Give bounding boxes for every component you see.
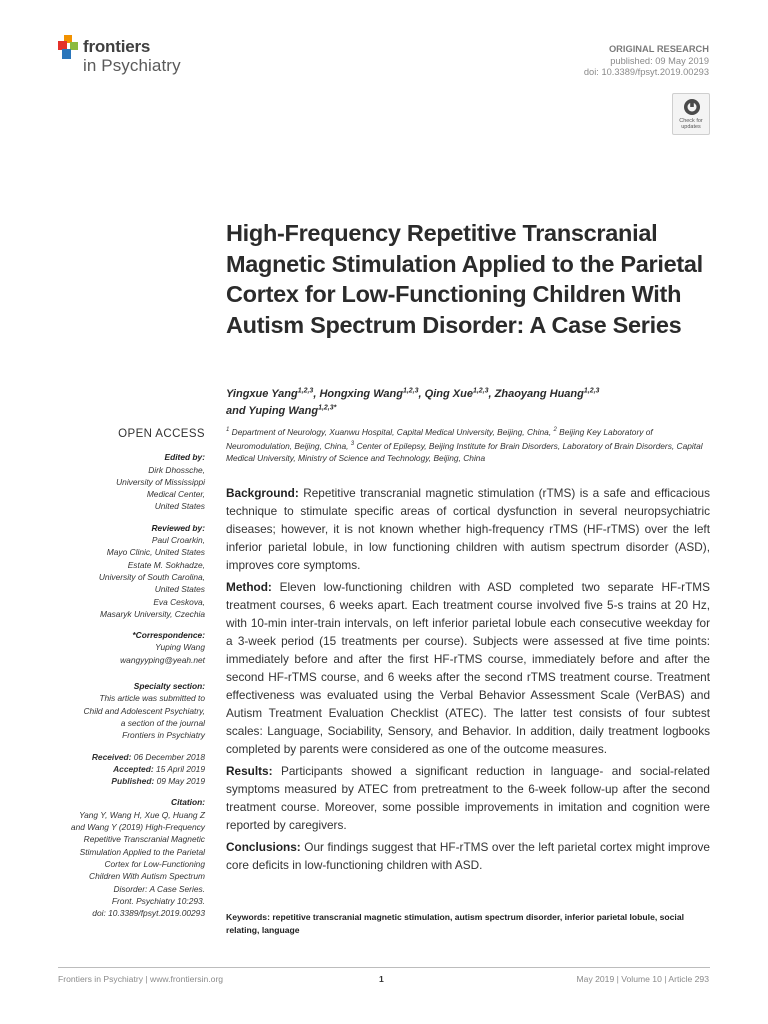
reviewer-line: United States [154, 584, 205, 595]
published-label: Published: [111, 776, 155, 787]
results-text: Participants showed a significant reduction in language- and social-related symptoms measured by ATEC from pretreatment to the 6-week follow-up after the second treatment course. Moreover, some possible improvements in imitation and cognition were reported by caregivers. [226, 764, 710, 832]
published-date: published: 09 May 2019 [610, 55, 709, 66]
author-name: Yingxue Yang [226, 387, 298, 400]
footer-issue-info: May 2019 | Volume 10 | Article 293 [576, 974, 709, 984]
method-label: Method: [226, 580, 272, 594]
citation-label: Citation: [171, 797, 205, 808]
reviewed-by-label: Reviewed by: [151, 522, 205, 533]
reviewer-line: Estate M. Sokhadze, [127, 559, 205, 570]
author-separator: , [488, 387, 495, 400]
author-name: Hongxing Wang [319, 387, 403, 400]
reviewed-by-section [58, 522, 205, 620]
citation-line: Children With Autism Spectrum [89, 871, 205, 882]
conclusions-text: Our findings suggest that HF-rTMS over the left parietal cortex might improve core deficits in low-functioning children with ASD. [226, 840, 710, 872]
frontiers-logo-icon [58, 35, 82, 63]
check-updates-label-2: updates [681, 124, 701, 130]
affiliation-text: Center of Epilepsy, Beijing Institute for Brain Disorders, Laboratory of Brain Disorders, Capital Medical University, Ministry of Science and Technology, Beijing, China [226, 440, 703, 463]
reviewer-line: Mayo Clinic, United States [106, 547, 205, 558]
affiliation-marker: 1 [226, 427, 230, 433]
background-text: Repetitive transcranial magnetic stimulation (rTMS) is a safe and efficacious technique to stimulate specific areas of cortical dysfunction in several neuropsychiatric diseases; however, it is not known whether high-frequency rTMS (HF-rTMS) over the left inferior parietal lobule, in low functioning children with autism spectrum disorder (ASD), improves core symptoms. [226, 486, 710, 572]
article-info-sidebar [58, 428, 205, 928]
author-separator: , [418, 387, 425, 400]
keywords: Keywords: repetitive transcranial magnetic stimulation, autism spectrum disorder, inferior parietal lobule, social relating, language [226, 912, 684, 935]
author-affiliation: 1,2,3 [402, 387, 419, 394]
check-updates-label-1: Check for [679, 118, 703, 124]
editor-line: University of Mississippi [116, 476, 205, 487]
author-list [226, 384, 696, 418]
specialty-line: This article was submitted to [99, 693, 205, 704]
affiliation-marker: 3 [350, 440, 355, 447]
footer-journal-link[interactable]: Frontiers in Psychiatry | www.frontiersin.org [58, 974, 224, 984]
citation-line: Repetitive Transcranial Magnetic [83, 834, 205, 845]
author[interactable] [226, 405, 336, 417]
editor-line: United States [154, 501, 205, 512]
check-for-updates-icon [683, 98, 701, 116]
open-access-label: OPEN ACCESS [118, 428, 205, 440]
journal-logo[interactable] [58, 34, 198, 82]
check-for-updates-button[interactable] [672, 93, 710, 135]
citation-section [58, 796, 205, 919]
reviewer-line: Paul Croarkin, [151, 535, 205, 546]
citation-line: Yang Y, Wang H, Xue Q, Huang Z [79, 809, 205, 820]
correspondence-name: Yuping Wang [155, 642, 205, 653]
specialty-line: Child and Adolescent Psychiatry, [83, 705, 205, 716]
author-name: Zhaoyang Huang [494, 387, 584, 400]
citation-line: Front. Psychiatry 10:293. [111, 895, 205, 906]
correspondence-label: *Correspondence: [132, 630, 205, 641]
abstract-method [226, 578, 710, 758]
article-meta [584, 44, 709, 79]
published-date-sidebar: 09 May 2019 [156, 776, 205, 787]
specialty-line: a section of the journal [120, 717, 205, 728]
article-title: High-Frequency Repetitive Transcranial Magnetic Stimulation Applied to the Parietal Cortex for Low-Functioning Children With Autism Spectrum Disorder: A Case Series [226, 220, 703, 338]
citation-line: Stimulation Applied to the Parietal [79, 846, 205, 857]
received-date: 06 December 2018 [133, 751, 205, 762]
reviewer-line: Masaryk University, Czechia [99, 608, 205, 619]
journal-brand: frontiers [83, 37, 151, 56]
edited-by-label: Edited by: [164, 452, 205, 463]
correspondence-email[interactable]: wangyyping@yeah.net [120, 654, 205, 665]
author-name: and Yuping Wang [226, 404, 319, 417]
specialty-label: Specialty section: [133, 681, 205, 692]
correspondence-section [58, 629, 205, 666]
citation-line: Cortex for Low-Functioning [104, 858, 205, 869]
conclusions-label: Conclusions: [226, 840, 301, 854]
results-label: Results: [226, 764, 273, 778]
journal-name: in Psychiatry [83, 56, 181, 75]
page-number: 1 [379, 974, 384, 984]
author-affiliation: 1,2,3 [472, 387, 489, 394]
abstract-conclusions [226, 838, 710, 874]
abstract [226, 484, 710, 878]
citation-line: and Wang Y (2019) High-Frequency [70, 822, 205, 833]
citation-line: Disorder: A Case Series. [113, 883, 205, 894]
accepted-label: Accepted: [113, 763, 154, 774]
accepted-date: 15 April 2019 [155, 763, 205, 774]
editor-line: Medical Center, [146, 489, 205, 500]
received-label: Received: [91, 751, 132, 762]
background-label: Background: [226, 486, 299, 500]
reviewer-line: Eva Ceskova, [153, 596, 205, 607]
author[interactable] [319, 388, 424, 400]
edited-by-section [58, 451, 205, 512]
article-doi[interactable]: doi: 10.3389/fpsyt.2019.00293 [583, 67, 709, 77]
method-text: Eleven low-functioning children with ASD completed two separate HF-rTMS treatment courses, 6 weeks apart. Each treatment course involved five 5-s trains at 20 Hz, with 10-min inter-train intervals, on left inferior parietal lobule each consecutive weekday for a 3-week period (15 treatments per course). Subjects were assessed at five time points: immediately before and after the first HF-rTMS course, immediately before and after the second HF-rTMS course, and 6 weeks after the second rTMS treatment course. Treatment effectiveness was evaluated using the Verbal Behavior Assessment Scale (VerBAS) and Autism Treatment Evaluation Checklist (ATEC). The latter test consists of four subtest scales: Language, Sociability, Sensory, and Behavior. In addition, daily treatment logbooks completed by parents were considered as one of the outcome measures. [226, 580, 710, 756]
dates-section [58, 751, 205, 788]
author[interactable] [226, 388, 319, 400]
specialty-section [58, 680, 205, 741]
editor-line: Dirk Dhossche, [148, 464, 205, 475]
footer-divider [58, 967, 710, 968]
author-separator: , [313, 387, 320, 400]
author-name: Qing Xue [424, 387, 473, 400]
author-affiliation: 1,2,3 [583, 387, 600, 394]
affiliation-text: Department of Neurology, Xuanwu Hospital, Capital Medical University, Beijing, China, [229, 426, 554, 437]
affiliation-marker: 2 [553, 427, 557, 433]
affiliations [226, 424, 716, 464]
author[interactable] [495, 388, 600, 400]
author-affiliation: 1,2,3* [318, 404, 337, 412]
citation-doi[interactable]: doi: 10.3389/fpsyt.2019.00293 [92, 908, 205, 919]
abstract-background [226, 484, 710, 574]
article-type: ORIGINAL RESEARCH [608, 44, 709, 54]
author-affiliation: 1,2,3 [297, 387, 314, 394]
specialty-line: Frontiers in Psychiatry [122, 730, 205, 741]
reviewer-line: University of South Carolina, [98, 571, 205, 582]
affiliation-text: Beijing Key Laboratory of Neuromodulation, Beijing, China, [226, 426, 653, 451]
abstract-results [226, 762, 710, 834]
author[interactable] [425, 388, 495, 400]
